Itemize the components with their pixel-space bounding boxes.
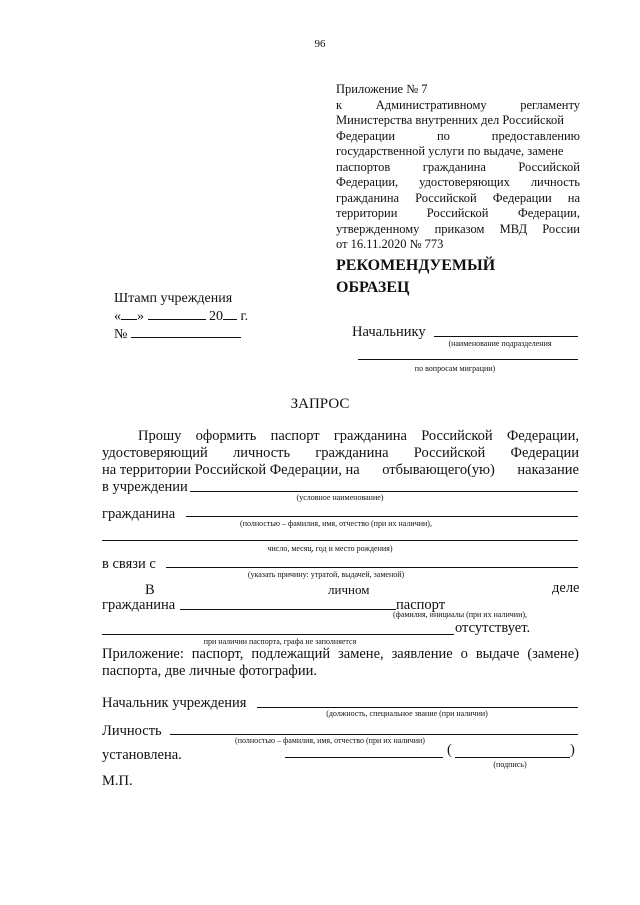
appendix-line [336, 222, 580, 238]
appendix-word: утвержденному [336, 221, 420, 236]
identity-caption: (полностью – фамилия, имя, отчество (при их наличии) [235, 736, 425, 745]
signature-blank[interactable] [455, 757, 570, 758]
request-line [102, 462, 579, 479]
appendix-word: России [542, 221, 580, 236]
appendix-word: Федерации, [336, 175, 399, 189]
citizen2-caption: (фамилия, инициалы (при их наличии), [392, 610, 528, 619]
citizen-caption: (полностью – фамилия, имя, отчество (при их наличии), [240, 519, 432, 528]
passport-blank[interactable] [102, 634, 454, 635]
request-word: личность [233, 445, 291, 461]
request-word: паспорт [270, 428, 320, 444]
seal-mp: М.П. [102, 773, 133, 789]
attachment-paragraph [102, 646, 579, 680]
reason-blank[interactable] [166, 567, 578, 568]
passport-word: паспорт [396, 597, 446, 613]
established-blank[interactable] [285, 757, 443, 758]
request-word: Российской [421, 428, 493, 444]
personal-word: личном [328, 582, 370, 597]
identity-blank[interactable] [170, 734, 578, 735]
attachment-line [102, 663, 579, 680]
appendix-word: на [567, 190, 580, 205]
identity-label: Личность [102, 723, 162, 739]
number-sign: № [114, 327, 128, 342]
institution-blank[interactable] [190, 491, 578, 492]
personal-delo: деле [552, 580, 580, 596]
day-blank[interactable] [121, 307, 137, 320]
page-title: ЗАПРОС [290, 396, 350, 412]
recommended-line-2: ОБРАЗЕЦ [336, 279, 410, 296]
year-suffix: г. [240, 309, 249, 324]
attachment-word: паспорта, две личные фотографии. [102, 663, 317, 679]
appendix-word: Федерации [336, 128, 396, 143]
year-blank[interactable] [223, 307, 237, 320]
addressee-blank-2[interactable] [358, 359, 578, 360]
appendix-line [336, 98, 580, 114]
appendix-line [336, 175, 580, 191]
appendix-line [336, 113, 580, 129]
appendix-word: территории [336, 206, 398, 220]
appendix-word: гражданина [336, 190, 400, 205]
sign-caption: (подпись) [493, 760, 527, 769]
year-prefix: 20 [209, 309, 223, 324]
appendix-reference [336, 82, 580, 253]
request-word: Прошу [138, 428, 182, 444]
stamp-label: Штамп учреждения [114, 291, 233, 306]
request-word: оформить [195, 428, 257, 444]
attachment-word: заявление [391, 646, 453, 662]
appendix-word: Российской [415, 190, 477, 205]
request-word: Федерации [510, 445, 579, 461]
appendix-word: к [336, 97, 343, 112]
recommended-sample-heading [336, 255, 495, 299]
personal-v: В [145, 582, 155, 598]
request-word: гражданина [315, 445, 389, 461]
birth-blank[interactable] [102, 540, 578, 541]
addressee-caption-2: по вопросам миграции) [414, 364, 496, 373]
absent-caption: при наличии паспорта, графа не заполняется [203, 637, 357, 646]
addressee-caption-1: (наименование подразделения [448, 339, 552, 348]
appendix-word: Приложение № 7 [336, 82, 428, 96]
request-word: Российской [413, 445, 486, 461]
absent-word: отсутствует. [455, 620, 531, 636]
institution-caption: (условное наименование) [296, 493, 384, 502]
date-quote-open: « [114, 309, 121, 324]
stamp-date-line [114, 307, 248, 325]
appendix-word: Российской [518, 159, 580, 174]
request-word: Федерации, [506, 428, 579, 444]
appendix-word: по [436, 128, 450, 143]
request-paragraph [102, 428, 579, 479]
appendix-word: предоставлению [491, 128, 580, 143]
attachment-word: (замене) [527, 646, 579, 662]
appendix-line [336, 129, 580, 145]
appendix-line [336, 191, 580, 207]
request-word: удостоверяющий [102, 445, 208, 461]
institution-label: в учреждении [102, 479, 188, 495]
head-blank[interactable] [257, 707, 578, 708]
appendix-line [336, 144, 580, 160]
request-word: на территории Российской Федерации, на [102, 462, 360, 478]
appendix-word: личность [530, 175, 580, 189]
month-blank[interactable] [148, 307, 206, 320]
request-word: гражданина [333, 428, 407, 444]
appendix-word: Министерства внутренних дел Российской [336, 113, 564, 127]
appendix-word: регламенту [520, 97, 580, 112]
request-line [102, 428, 579, 445]
head-label: Начальник учреждения [102, 695, 247, 711]
appendix-line [336, 160, 580, 176]
sign-paren-open: ( [447, 742, 452, 758]
attachment-line [102, 646, 579, 663]
request-line [102, 445, 579, 462]
reason-caption: (указать причину: утратой, выдачей, заменой) [247, 570, 405, 579]
appendix-word: государственной услуги по выдаче, замене [336, 144, 564, 158]
appendix-word: Федерации [492, 190, 552, 205]
appendix-word: приказом [434, 221, 485, 236]
head-caption: (должность, специальное звание (при наличии) [326, 709, 488, 718]
appendix-word: Российской [426, 206, 489, 220]
citizen-label: гражданина [102, 506, 176, 522]
appendix-line [336, 206, 580, 222]
attachment-word: выдаче [475, 646, 520, 662]
page-number: 96 [314, 38, 326, 50]
citizen2-label: гражданина [102, 597, 176, 613]
addressee-blank[interactable] [434, 336, 578, 337]
appendix-word: удостоверяющих [419, 175, 510, 189]
addressee-label: Начальнику [352, 324, 426, 340]
stamp-block [114, 290, 248, 343]
stamp-number-line [114, 325, 248, 343]
date-quote-close: » [137, 309, 144, 324]
appendix-word: МВД [499, 221, 528, 236]
appendix-line [336, 82, 580, 98]
sign-paren-close: ) [570, 742, 575, 758]
request-word: отбывающего(ую) [382, 462, 495, 478]
citizen2-blank[interactable] [180, 609, 396, 610]
citizen-blank[interactable] [186, 516, 578, 517]
appendix-word: гражданина [422, 159, 486, 174]
appendix-line [336, 237, 580, 253]
reason-label: в связи с [102, 556, 156, 572]
attachment-word: замене, [338, 646, 384, 662]
attachment-word: подлежащий [251, 646, 331, 662]
birth-caption: число, месяц, год и место рождения) [267, 544, 393, 553]
attachment-word: Приложение: [102, 646, 184, 662]
appendix-word: Административному [375, 97, 487, 112]
number-blank[interactable] [131, 325, 241, 338]
appendix-word: Федерации, [517, 206, 580, 220]
established-label: установлена. [102, 747, 182, 763]
request-word: наказание [517, 462, 579, 478]
attachment-word: о [460, 646, 468, 662]
attachment-word: паспорт, [191, 646, 244, 662]
appendix-word: паспортов [336, 159, 391, 174]
recommended-line-1: РЕКОМЕНДУЕМЫЙ [336, 257, 496, 274]
appendix-word: от 16.11.2020 № 773 [336, 237, 444, 251]
